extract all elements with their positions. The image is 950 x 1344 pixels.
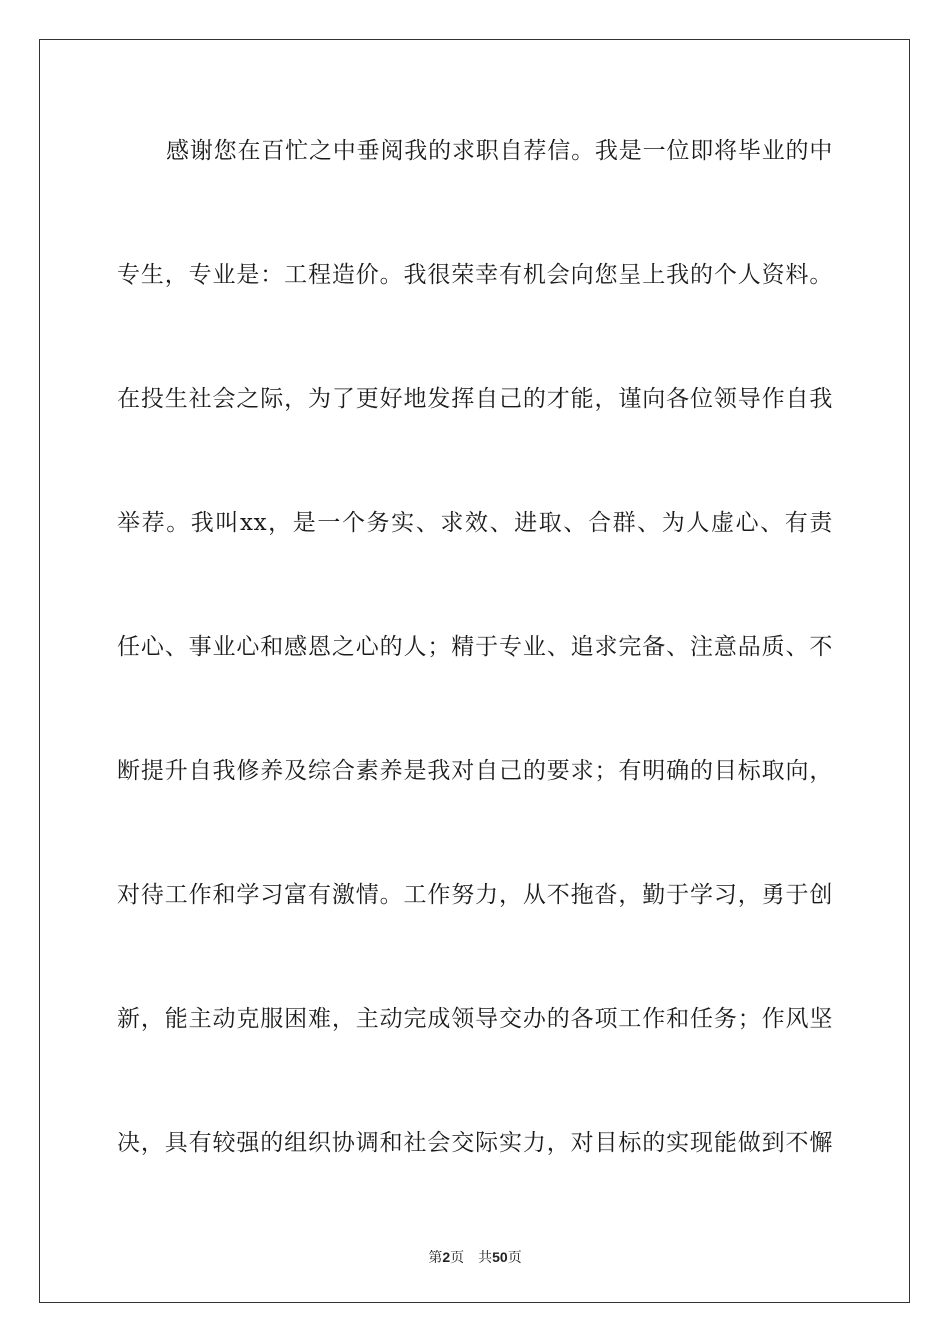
page-border [39, 39, 910, 1303]
paragraph-line: 断提升自我修养及综合素养是我对自己的要求；有明确的目标取向， [117, 758, 833, 784]
total-pages: 50 [492, 1249, 508, 1265]
paragraph-line: 感谢您在百忙之中垂阅我的求职自荐信。我是一位即将毕业的中 [166, 138, 833, 164]
page-prefix: 第 [428, 1250, 443, 1266]
paragraph-line: 决，具有较强的组织协调和社会交际实力，对目标的实现能做到不懈 [117, 1130, 833, 1156]
page-suffix: 页 [450, 1250, 465, 1266]
paragraph-line: 对待工作和学习富有激情。工作努力，从不拖沓，勤于学习，勇于创 [117, 882, 833, 908]
total-suffix: 页 [507, 1250, 522, 1266]
page-footer [0, 1248, 950, 1267]
total-prefix: 共 [478, 1250, 493, 1266]
paragraph-line: 任心、事业心和感恩之心的人；精于专业、追求完备、注意品质、不 [117, 634, 833, 660]
paragraph-line: 举荐。我叫xx，是一个务实、求效、进取、合群、为人虚心、有责 [117, 510, 833, 536]
paragraph-line: 新，能主动克服困难，主动完成领导交办的各项工作和任务；作风坚 [117, 1006, 833, 1032]
paragraph-line: 专生，专业是：工程造价。我很荣幸有机会向您呈上我的个人资料。 [117, 262, 833, 288]
page-number: 2 [442, 1249, 451, 1265]
paragraph-line: 在投生社会之际，为了更好地发挥自己的才能，谨向各位领导作自我 [117, 386, 833, 412]
